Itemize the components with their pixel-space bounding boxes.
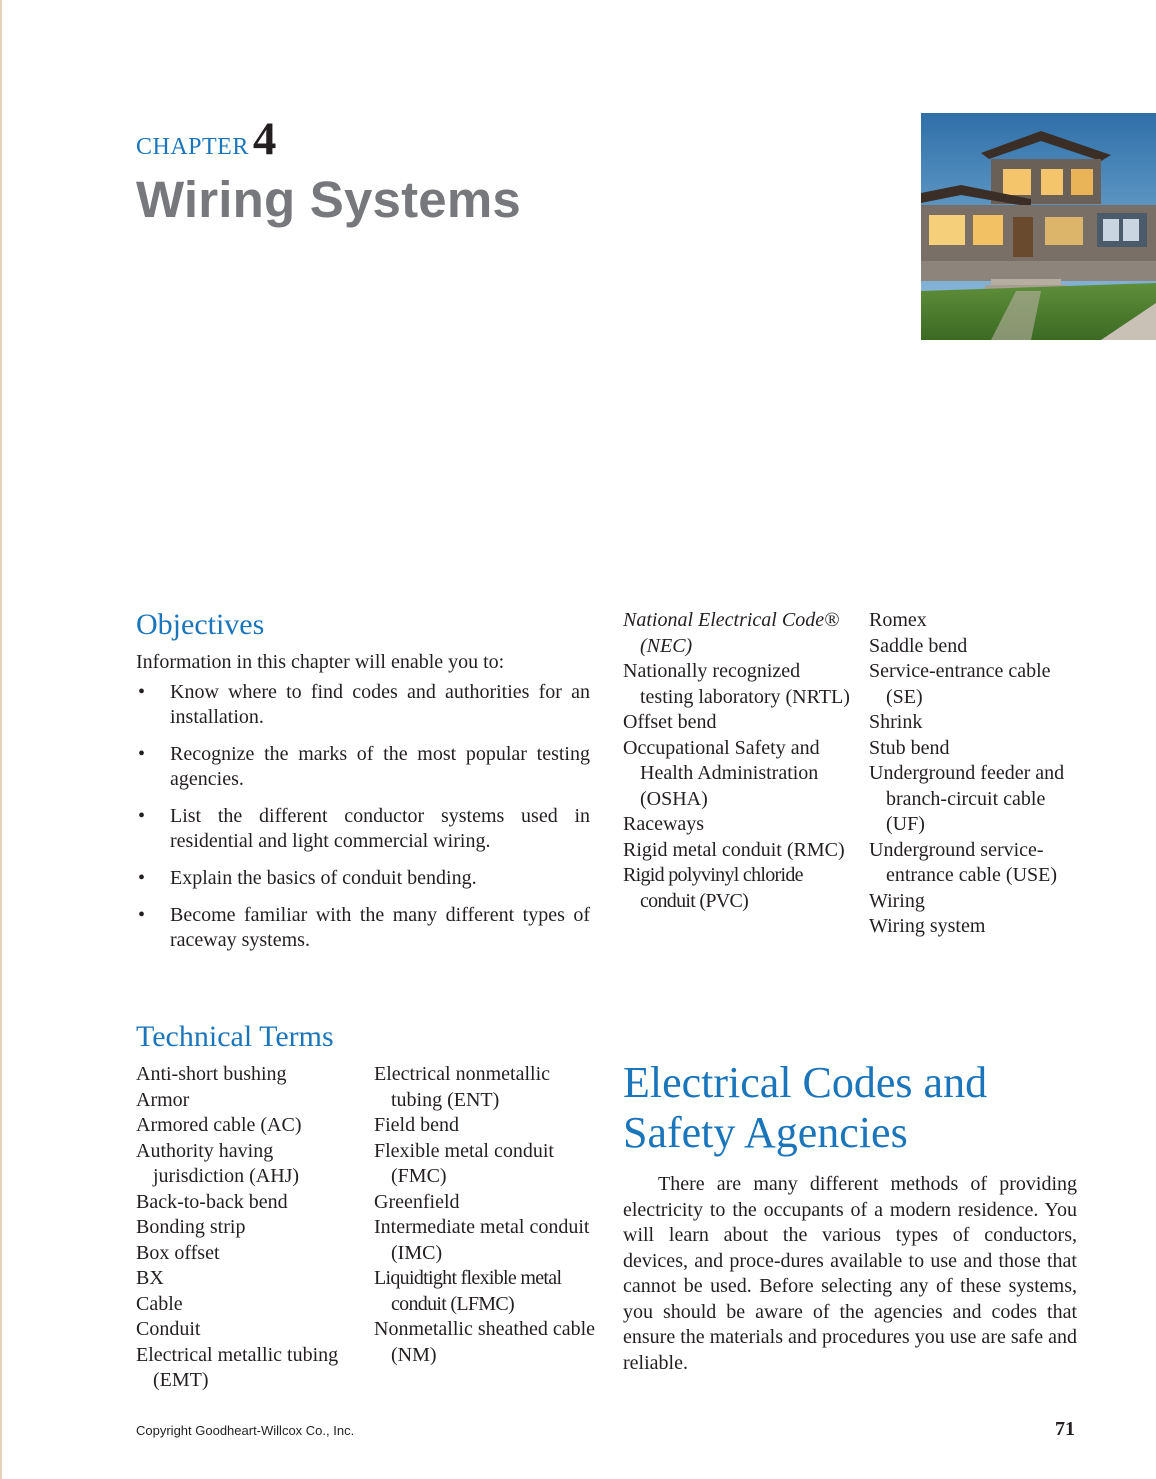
technical-terms-column-3: [623, 608, 858, 914]
term-item: Intermediate metal conduit (IMC): [374, 1216, 590, 1264]
objective-text: Become familiar with the many different types of raceway systems.: [170, 904, 590, 951]
page-number: 71: [1055, 1418, 1075, 1440]
bullet-icon: •: [138, 681, 146, 703]
term-item: Offset bend: [623, 711, 717, 733]
objective-text: Recognize the marks of the most popular testing agencies.: [170, 743, 590, 790]
term-item: Rigid metal conduit (RMC): [623, 838, 845, 861]
term-item: Back-to-back bend: [136, 1190, 288, 1213]
term-item: Bonding strip: [136, 1216, 246, 1238]
objectives-list: [136, 680, 590, 965]
term-item: Anti-short bushing: [136, 1063, 287, 1085]
objective-item: [136, 866, 590, 891]
technical-terms-column-1: [136, 1062, 366, 1394]
objective-item: [136, 742, 590, 792]
term-item: Box offset: [136, 1241, 220, 1264]
term-item: Shrink: [869, 711, 923, 733]
term-item: Electrical nonmetallic tubing (ENT): [374, 1063, 551, 1111]
bullet-icon: •: [138, 867, 146, 889]
term-item: Liquidtight flexible metal conduit (LFMC): [374, 1267, 562, 1315]
objective-text: Know where to find codes and authorities for an installation.: [170, 681, 590, 728]
chapter-title: Wiring Systems: [136, 171, 521, 228]
objective-text: Explain the basics of conduit bending.: [170, 867, 477, 889]
term-item: Nonmetallic sheathed cable (NM): [374, 1318, 596, 1366]
section-body: There are many different methods of providing electricity to the occupants of a modern residence. You will learn about the various types of conductors, devices, and proce-dures available to use and those that cannot be used. Before selecting any of these systems, you should be aware of the agencies and codes that ensure the materials and procedures you use are safe and reliable.: [623, 1173, 1077, 1374]
term-item: Raceways: [623, 813, 705, 835]
page-edge: [0, 0, 2, 1479]
term-item: National Electrical Code® (NEC): [623, 609, 840, 657]
term-item: Service-entrance cable (SE): [869, 660, 1051, 708]
term-item: Underground service-entrance cable (USE): [869, 838, 1058, 886]
technical-terms-column-2: [374, 1062, 599, 1368]
term-item: Field bend: [374, 1114, 459, 1136]
term-item: BX: [136, 1267, 164, 1289]
term-item: Greenfield: [374, 1190, 460, 1213]
term-item: Cable: [136, 1292, 183, 1315]
objective-item: [136, 680, 590, 730]
term-item: Rigid polyvinyl chloride conduit (PVC): [623, 864, 803, 912]
term-item: Wiring system: [869, 915, 986, 937]
term-item: Authority having jurisdiction (AHJ): [136, 1139, 300, 1187]
term-item: Underground feeder and branch-circuit cable (UF): [869, 762, 1065, 835]
chapter-number: 4: [252, 113, 277, 165]
bullet-icon: •: [138, 904, 146, 926]
term-item: Wiring: [869, 889, 925, 912]
term-item: Saddle bend: [869, 634, 968, 657]
term-item: Electrical metallic tubing (EMT): [136, 1343, 339, 1391]
term-item: Stub bend: [869, 736, 950, 759]
objectives-heading: Objectives: [136, 608, 265, 641]
chapter-label: [136, 112, 277, 166]
term-item: Conduit: [136, 1318, 201, 1340]
objective-item: [136, 804, 590, 854]
term-item: Romex: [869, 609, 927, 631]
term-item: Nationally recognized testing laboratory (NRTL): [623, 660, 850, 708]
term-item: Armored cable (AC): [136, 1114, 302, 1136]
bullet-icon: •: [138, 805, 146, 827]
objectives-intro: Information in this chapter will enable you to:: [136, 651, 505, 673]
term-item: Occupational Safety and Health Administration (OSHA): [623, 736, 820, 810]
technical-terms-heading: Technical Terms: [136, 1020, 334, 1053]
bullet-icon: •: [138, 743, 146, 765]
term-item: Flexible metal conduit (FMC): [374, 1139, 554, 1187]
objective-item: [136, 903, 590, 953]
technical-terms-column-4: [869, 608, 1089, 940]
chapter-label-text: CHAPTER: [136, 134, 249, 160]
term-item: Armor: [136, 1088, 190, 1111]
section-heading: Electrical Codes and Safety Agencies: [623, 1058, 988, 1157]
house-photo: [921, 113, 1156, 340]
objective-text: List the different conductor systems used in residential and light commercial wiring.: [170, 805, 590, 852]
copyright-notice: Copyright Goodheart-Willcox Co., Inc.: [136, 1423, 355, 1438]
